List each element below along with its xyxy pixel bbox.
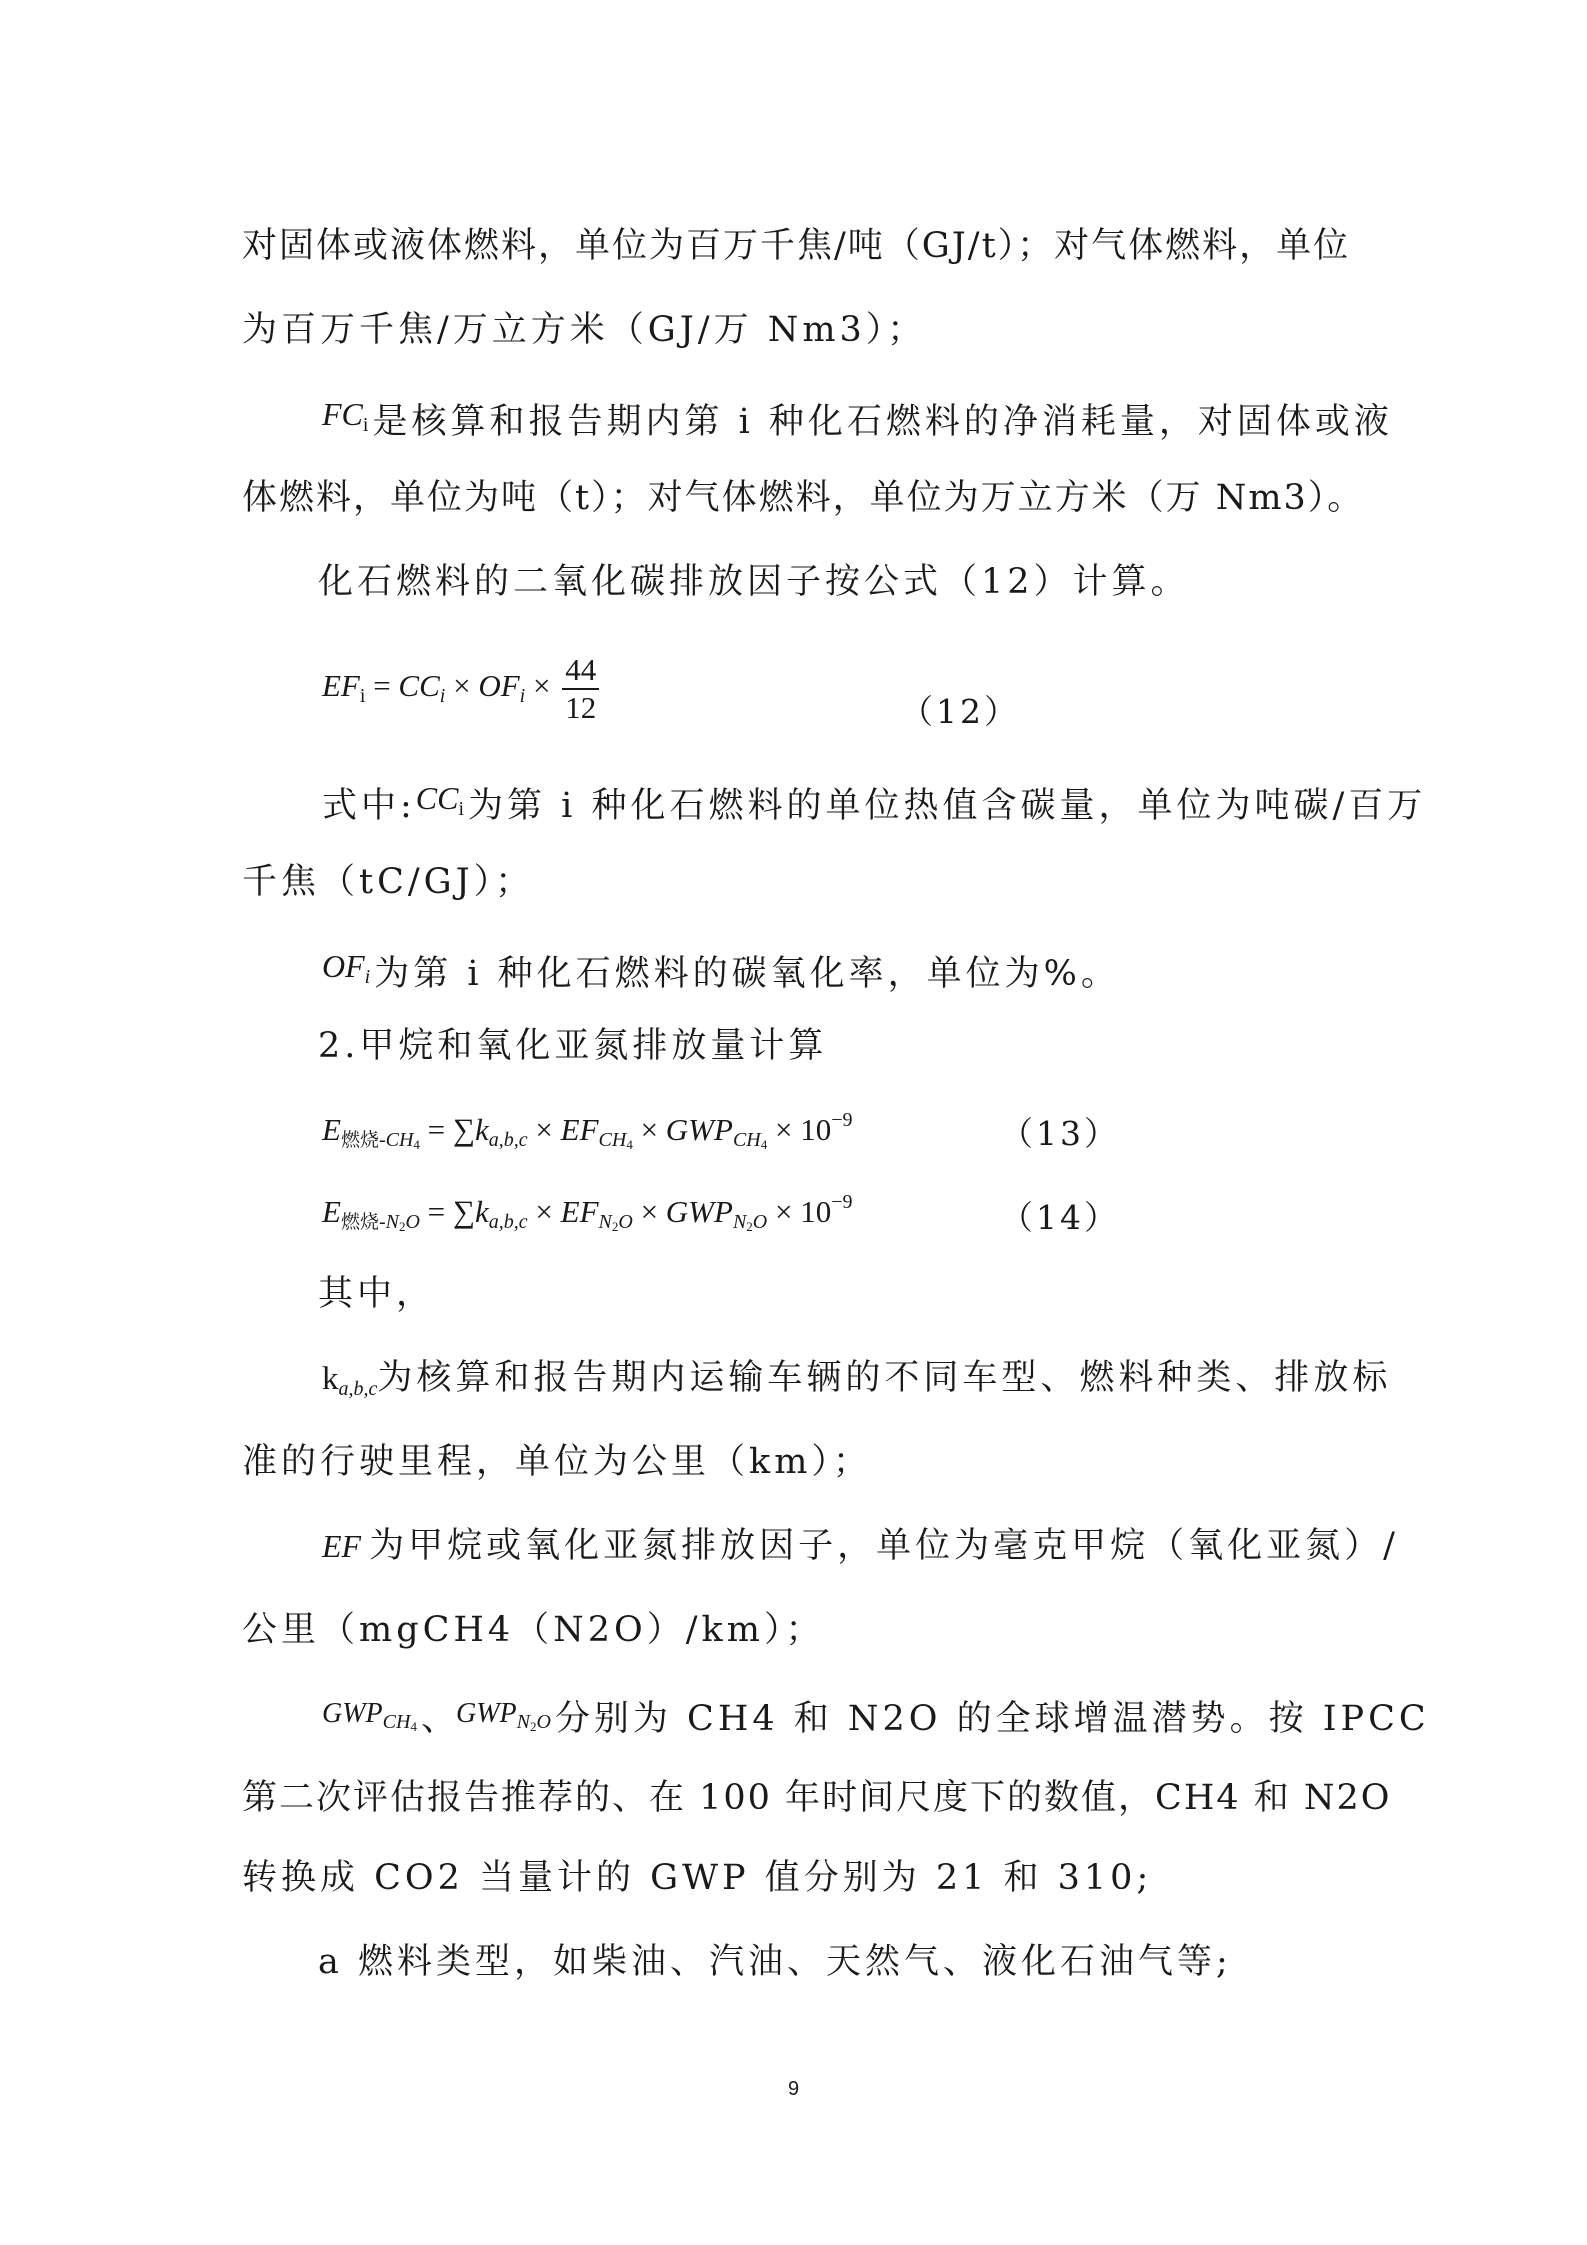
fc-symbol: FCi <box>322 396 369 436</box>
of-symbol: $OF_i$ <box>322 948 371 988</box>
page-number: 9 <box>787 2078 800 2100</box>
equation-12: EFi = $CC_i \times OF_i$ × $\frac{44}{12}$ <box>322 652 599 726</box>
paragraph-line: 化石燃料的二氧化碳排放因子按公式（12）计算。 <box>318 562 1190 602</box>
paragraph-line: 转换成 CO2 当量计的 GWP 值分别为 21 和 310; <box>242 1858 1153 1898</box>
paragraph-line: 为百万千焦/万立方米（GJ/万 Nm3）； <box>242 310 927 350</box>
equation-number: （12） <box>900 692 1020 731</box>
paragraph-line: 其中， <box>318 1274 436 1314</box>
gwp-definition: $^{GWP_{CH4}}$ 、$^{GWP_{N2O}}$ 分别为 CH4 和 N2O 的全球增温潜势。按 IPCC <box>322 1698 1430 1739</box>
equation-number: （14） <box>1000 1198 1120 1237</box>
paragraph-line: 对固体或液体燃料，单位为百万千焦/吨（GJ/t）；对气体燃料，单位 <box>242 226 1351 266</box>
cc-definition: 式中:CCi 为第 i 种化石燃料的单位热值含碳量，单位为吨碳/百万 <box>322 780 1427 826</box>
paragraph-line: 准的行驶里程，单位为公里（km）； <box>242 1442 872 1482</box>
fc-definition: FCi 是核算和报告期内第 i 种化石燃料的净消耗量，对固体或液 <box>322 396 1393 442</box>
ef-definition: EF 为甲烷或氧化亚氮排放因子，单位为毫克甲烷（氧化亚氮）/ <box>322 1526 1399 1566</box>
of-definition: $OF_i$ 为第 i 种化石燃料的碳氧化率，单位为%。 <box>322 948 1120 994</box>
k-definition: $k_{a,b,c}$为核算和报告期内运输车辆的不同车型、燃料种类、排放标 <box>322 1358 1392 1400</box>
paragraph-line: 千焦（tC/GJ）； <box>242 862 535 902</box>
equation-number: （13） <box>1000 1114 1120 1153</box>
gwp-n2o-symbol: GWPN2O <box>455 1698 551 1734</box>
cc-symbol: CCi <box>415 780 465 820</box>
paragraph-line: 第二次评估报告推荐的、在 100 年时间尺度下的数值，CH4 和 N2O <box>242 1778 1392 1818</box>
gwp-ch4-symbol: GWPCH4 <box>322 1698 417 1734</box>
paragraph-line: 体燃料，单位为吨（t）；对气体燃料，单位为万立方米（万 Nm3）。 <box>242 478 1365 518</box>
equation-14: E燃烧$_{-N2O} = \sum k_{a,b,c} \times EF_{N2O} \times GWP_{N2O} \times 10^{-9}$ <box>322 1191 853 1234</box>
paragraph-line: a 燃料类型，如柴油、汽油、天然气、液化石油气等; <box>318 1942 1232 1982</box>
paragraph-line: 公里（mgCH4（N2O）/km）； <box>242 1610 825 1650</box>
equation-13: E燃烧$_{-CH4} = \sum k_{a,b,c} \times EF_{CH4} \times GWP_{CH4} \times 10^{-9}$ <box>322 1109 853 1152</box>
section-heading: 2.甲烷和氧化亚氮排放量计算 <box>318 1026 828 1066</box>
